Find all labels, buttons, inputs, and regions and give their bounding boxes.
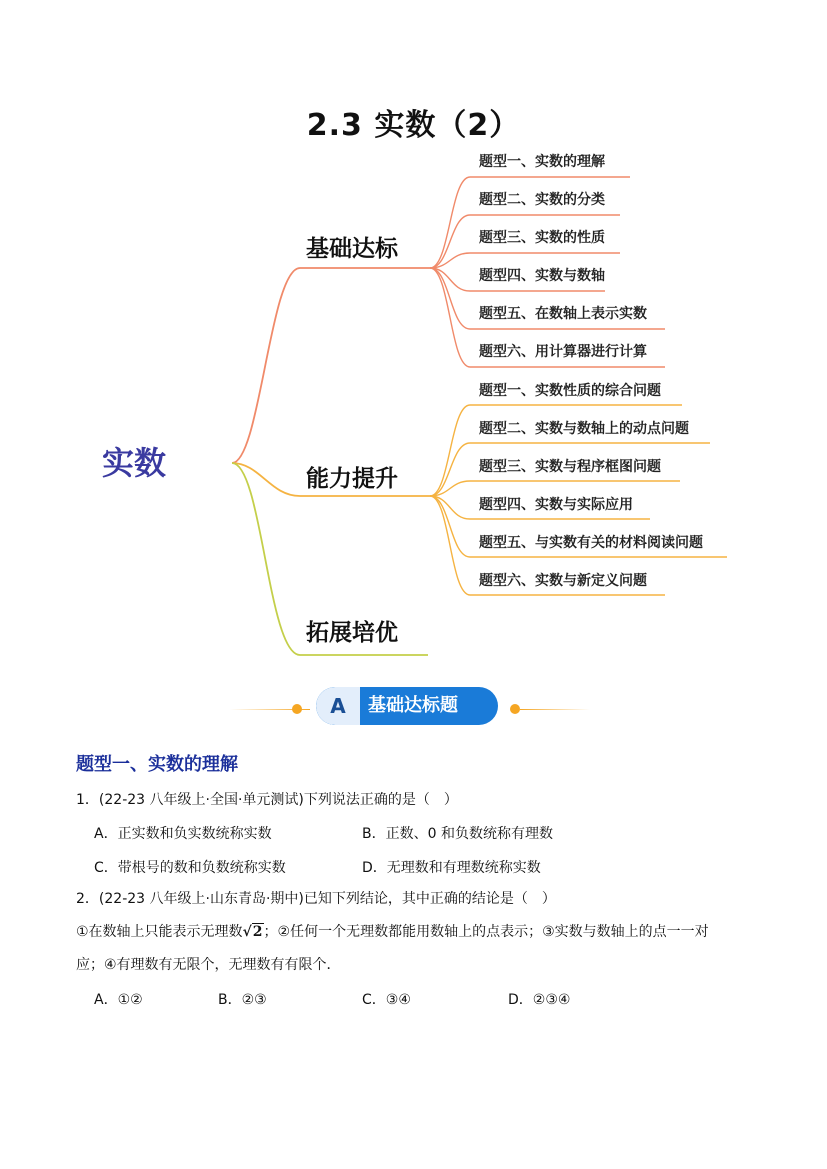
question-text: 已知下列结论，其中正确的结论是（ ） (303, 891, 556, 907)
statement-part: ①在数轴上只能表示无理数 (76, 924, 243, 940)
branch-label: 能力提升 (306, 466, 398, 492)
banner-dot-right (510, 704, 520, 714)
question-2-line2: 应；④有理数有无限个，无理数有有限个． (76, 957, 341, 973)
section-title: 题型一、实数的理解 (76, 754, 238, 775)
question-2-stem (76, 889, 556, 909)
banner-label: 基础达标题 (368, 695, 458, 716)
topic-item: 题型三、实数与程序框图问题 (479, 459, 661, 475)
section-banner (230, 684, 590, 728)
option-a: A．①② (94, 992, 143, 1008)
topic-item: 题型四、实数与实际应用 (479, 497, 633, 513)
question-number: 2． (76, 891, 99, 907)
option-d: D．无理数和有理数统称实数 (362, 860, 541, 876)
topic-item: 题型三、实数的性质 (479, 230, 605, 246)
topic-item: 题型一、实数的理解 (479, 154, 605, 170)
topic-item: 题型五、在数轴上表示实数 (479, 306, 647, 322)
topic-item: 题型六、用计算器进行计算 (479, 344, 647, 360)
question-source: (22-23 八年级上·山东青岛·期中) (98, 891, 304, 907)
topic-item: 题型二、实数与数轴上的动点问题 (479, 421, 689, 437)
option-a: A．正实数和负实数统称实数 (94, 826, 272, 842)
root-to-branch1-line (232, 268, 430, 463)
branch-label: 基础达标 (306, 236, 398, 262)
question-number: 1． (76, 792, 99, 808)
option-c: C．带根号的数和负数统称实数 (94, 860, 286, 876)
option-b: B．正数、0 和负数统称有理数 (362, 826, 553, 842)
topic-item: 题型五、与实数有关的材料阅读问题 (479, 535, 703, 551)
banner-pill (316, 687, 498, 725)
statement-part: ；②任何一个无理数都能用数轴上的点表示；③实数与数轴上的点一一对 (263, 924, 709, 940)
sqrt-expression: √2 (242, 924, 263, 940)
question-source: (22-23 八年级上·全国·单元测试) (98, 792, 304, 808)
option-c: C．③④ (362, 992, 411, 1008)
option-d: D．②③④ (508, 992, 571, 1008)
banner-line-right (520, 709, 590, 710)
branch-label: 拓展培优 (306, 620, 398, 646)
topic-item: 题型四、实数与数轴 (479, 268, 605, 284)
page-title: 2.3 实数（2） (306, 108, 521, 143)
question-text: 下列说法正确的是（ ） (303, 792, 458, 808)
topic-item: 题型二、实数的分类 (479, 192, 605, 208)
banner-dot-left (292, 704, 302, 714)
topic-item: 题型一、实数性质的综合问题 (479, 383, 661, 399)
option-b: B．②③ (218, 992, 267, 1008)
question-1-stem (76, 790, 458, 810)
topic-item: 题型六、实数与新定义问题 (479, 573, 647, 589)
banner-letter: A (316, 687, 360, 725)
root-label: 实数 (102, 444, 167, 482)
sqrt-radicand: 2 (252, 924, 263, 940)
question-2-line1 (76, 922, 709, 942)
